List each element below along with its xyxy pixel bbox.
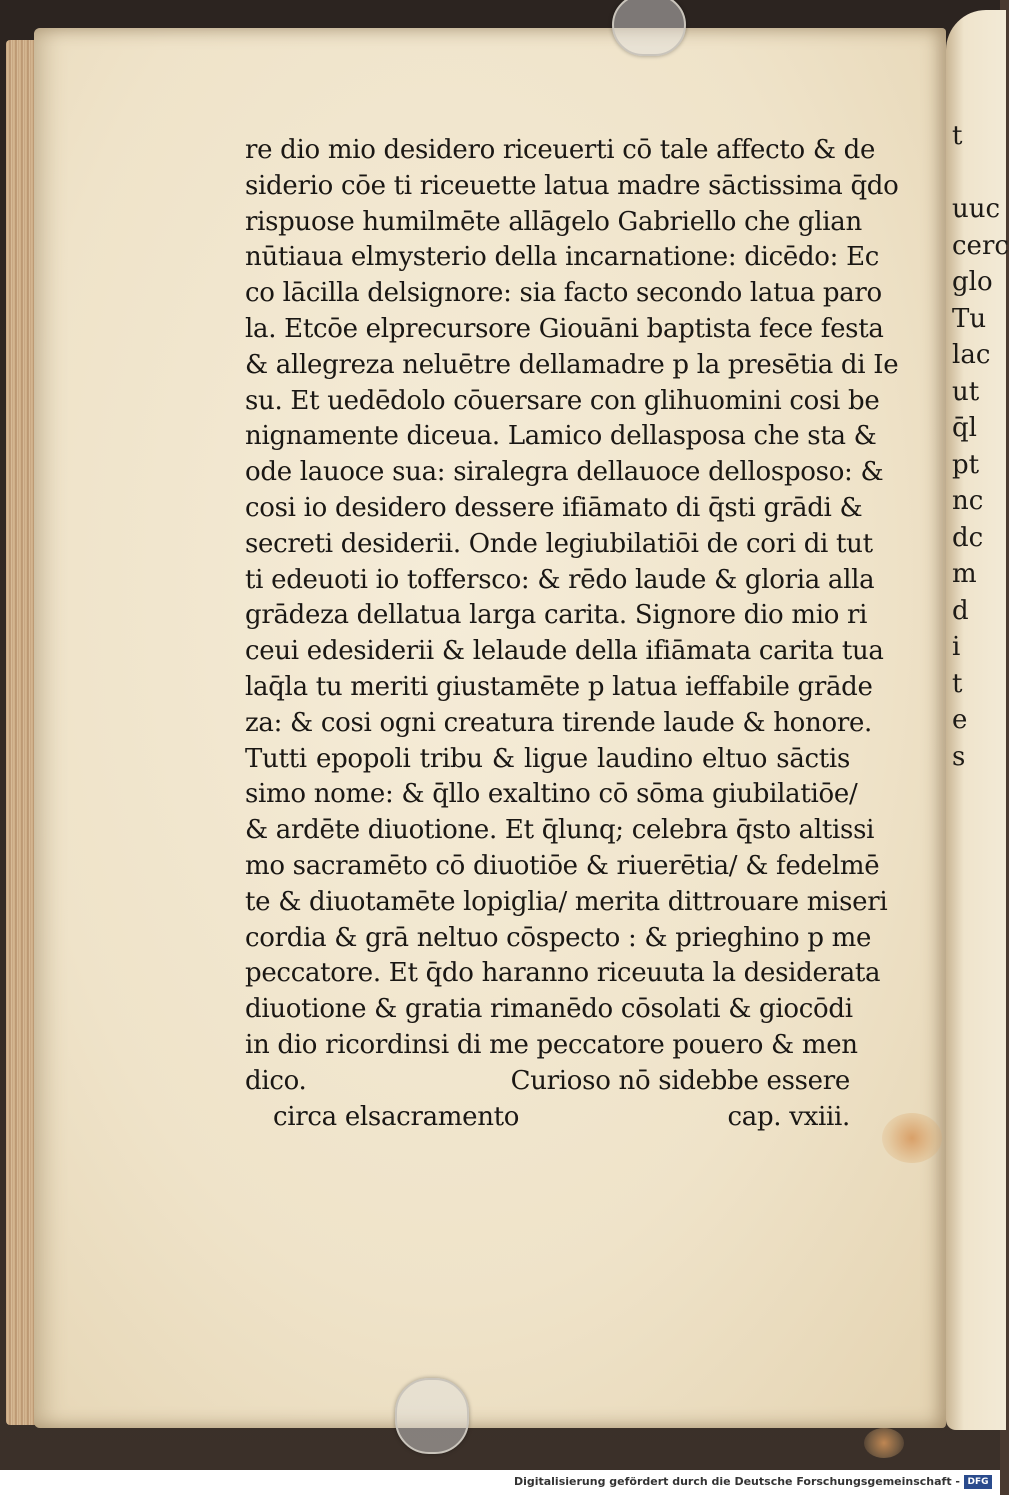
page-clip-top	[612, 0, 686, 56]
text-line: za: & cosi ogni creatura tirende laude & honore.	[245, 707, 873, 738]
chapter-number: cap. vxiii.	[727, 1101, 850, 1132]
text-line: in dio ricordinsi di me peccatore pouero & men	[245, 1029, 858, 1060]
funding-credit: Digitalisierung gefördert durch die Deutsche Forschungsgemeinschaft -	[513, 1475, 960, 1488]
facing-page-fragment: t	[952, 121, 963, 151]
final-paragraph-line	[245, 1064, 850, 1100]
text-line: & allegreza neluētre dellamadre p la presētia di Ie	[245, 349, 899, 380]
dfg-logo: DFG	[964, 1475, 992, 1489]
text-line: nūtiaua elmysterio della incarnatione: dicēdo: Ec	[245, 242, 880, 273]
facing-page-fragment: glo	[952, 267, 993, 297]
text-line: ode lauoce sua: siralegra dellauoce dellosposo: &	[245, 457, 884, 488]
text-line: Tutti epopoli tribu & ligue laudino eltuo sāctis	[245, 743, 850, 774]
page-text-block	[245, 133, 899, 1135]
facing-page-fragment	[952, 155, 1000, 192]
text-line: siderio cōe ti riceuette latua madre sāctissima q̄do	[245, 170, 899, 201]
text-line: grādeza dellatua larga carita. Signore dio mio ri	[245, 600, 868, 631]
text-line: diuotione & gratia rimanēdo cōsolati & giocōdi	[245, 994, 853, 1025]
facing-page-fragment: s	[952, 741, 966, 772]
text-line: ceui edesiderii & lelaude della ifiāmata carita tua	[245, 636, 884, 667]
text-line: mo sacramēto cō diuotiōe & riuerētia/ & fedelmē	[245, 850, 880, 881]
facing-page-fragment: nc	[952, 486, 984, 516]
facing-page-fragment: t	[952, 668, 963, 699]
foxing-stain	[882, 1113, 942, 1163]
text-line: peccatore. Et q̄do haranno riceuuta la desiderata	[245, 958, 881, 989]
page-clip-bottom	[395, 1378, 469, 1454]
facing-page-fragment: q̄l	[952, 413, 977, 443]
facing-page-fragment: m	[952, 559, 977, 589]
facing-page-fragment: cerc	[952, 230, 1009, 261]
text-line: cordia & grā neltuo cōspecto : & prieghino p me	[245, 922, 872, 953]
facing-page-fragment: uuc	[952, 194, 1001, 224]
text-line: re dio mio desidero riceuerti cō tale affecto & de	[245, 135, 876, 165]
text-line: simo nome: & q̄llo exaltino cō sōma giubilatiōe/	[245, 779, 858, 810]
chapter-heading-end: circa elsacramento	[273, 1101, 520, 1132]
facing-page-text	[952, 118, 1009, 775]
text-line: co lācilla delsignore: sia facto secondo latua paro	[245, 278, 882, 309]
facing-page-fragment: lac	[952, 340, 991, 370]
facing-page-fragment: Tu	[952, 303, 987, 334]
text-line: ti edeuoti io toffersco: & rēdo laude & gloria alla	[245, 564, 875, 595]
facing-page-fragment: dc	[952, 522, 984, 553]
chapter-heading-line	[245, 1100, 850, 1136]
last-line-left: dico.	[245, 1065, 307, 1096]
text-line: cosi io desidero dessere ifiāmato di q̄sti grādi &	[245, 492, 863, 523]
facing-page-fragment: d	[952, 595, 969, 626]
text-line: nignamente diceua. Lamico dellasposa che sta &	[245, 421, 877, 452]
text-line: & ardēte diuotione. Et q̄lunq; celebra q̄sto altissi	[245, 815, 875, 846]
facing-page-fragment: pt	[952, 449, 980, 480]
facing-page-fragment: i	[952, 632, 961, 662]
foxing-stain	[864, 1428, 904, 1458]
facing-page-fragment: ut	[952, 376, 980, 407]
text-line: laq̄la tu meriti giustamēte p latua ieffabile grāde	[245, 671, 873, 702]
text-line: rispuose humilmēte allāgelo Gabriello che glian	[245, 206, 862, 237]
text-line: su. Et uedēdolo cōuersare con glihuomini cosi be	[245, 385, 880, 416]
text-lines	[245, 133, 899, 1064]
facing-page-fragment: e	[952, 705, 968, 735]
digitization-footer	[0, 1470, 1000, 1495]
text-line: la. Etcōe elprecursore Giouāni baptista fece festa	[245, 313, 884, 344]
chapter-heading-start: Curioso nō sidebbe essere	[510, 1065, 850, 1096]
text-line: te & diuotamēte lopiglia/ merita dittrouare miseri	[245, 886, 888, 917]
text-line: secreti desiderii. Onde legiubilatiōi de cori di tut	[245, 528, 873, 559]
